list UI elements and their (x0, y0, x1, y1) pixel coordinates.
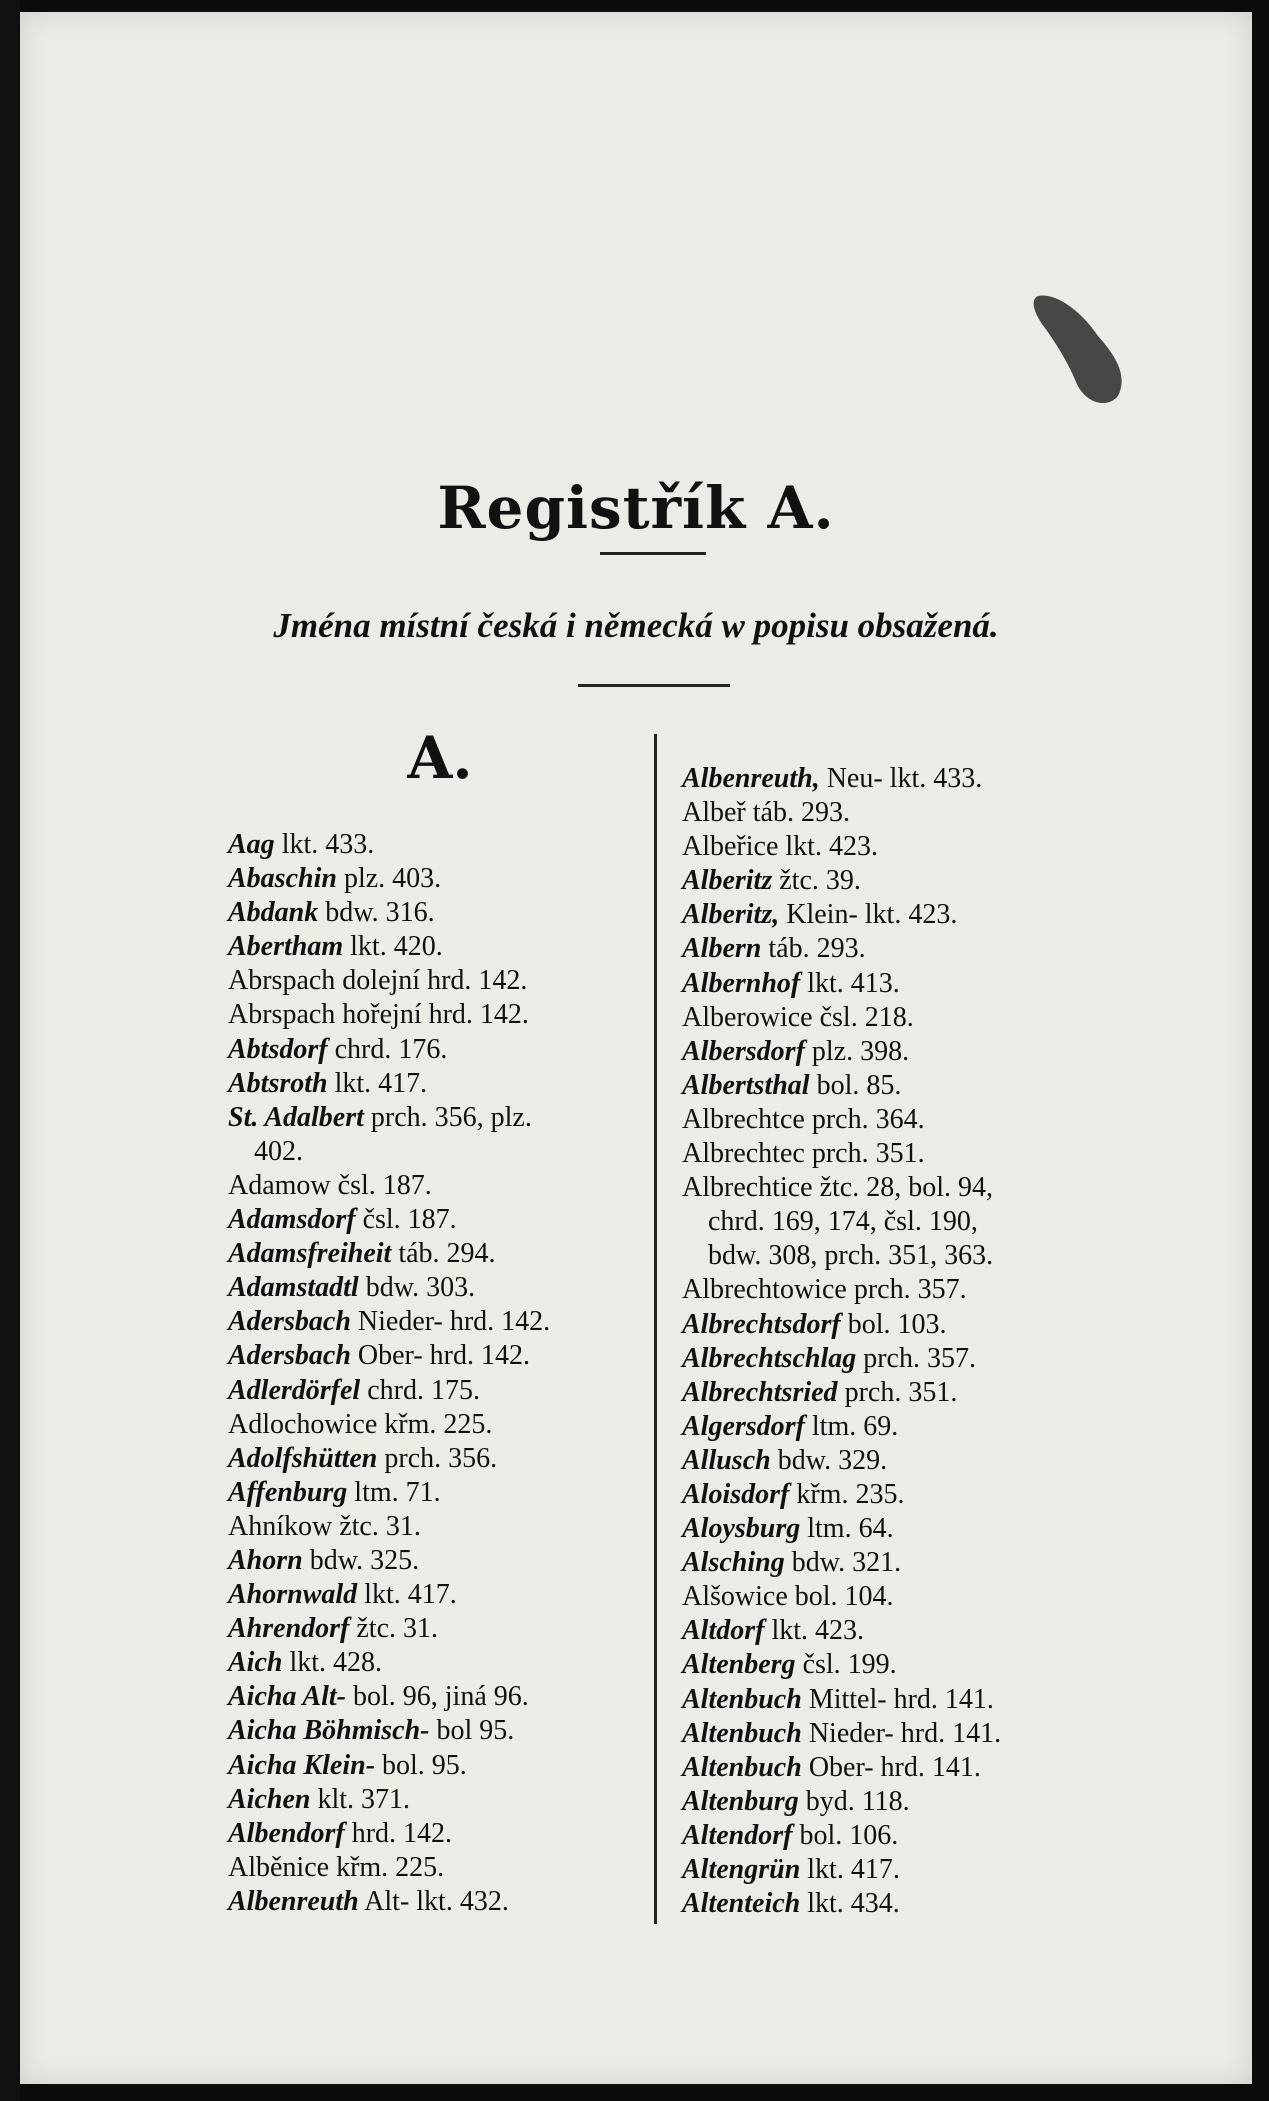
place-reference: Adlochowice křm. 225. (228, 1408, 493, 1440)
index-column-left (228, 828, 648, 1919)
index-entry (228, 1101, 648, 1135)
place-reference: Albrechtowice prch. 357. (682, 1274, 967, 1306)
place-name: Abaschin (228, 863, 337, 895)
place-reference: prch. 356. (377, 1442, 498, 1474)
index-entry (228, 1885, 648, 1919)
index-entry (682, 1512, 1122, 1546)
place-reference: Albeřice lkt. 423. (682, 831, 878, 863)
place-reference: lkt. 420. (343, 931, 443, 963)
place-reference: Alt- lkt. 432. (358, 1885, 509, 1917)
place-reference: Alšowice bol. 104. (682, 1581, 894, 1613)
place-name: Aag (228, 829, 275, 860)
ink-blot (1032, 290, 1128, 410)
place-reference: Klein- lkt. 423. (779, 899, 958, 931)
index-entry (228, 862, 648, 896)
index-entry (228, 1749, 648, 1783)
place-name: Aicha Böhmisch- (228, 1715, 430, 1747)
index-entry (682, 1308, 1122, 1342)
place-name: Albrechtsried (682, 1376, 838, 1408)
place-reference: Nieder- hrd. 141. (801, 1717, 1002, 1749)
index-entry (682, 1273, 1122, 1307)
index-entry (228, 1339, 648, 1373)
place-name: Abdank (228, 897, 319, 929)
place-name: Aicha Alt- (228, 1681, 346, 1713)
place-name: St. Adalbert (228, 1101, 364, 1133)
index-entry (682, 1887, 1122, 1921)
index-entry (228, 1680, 648, 1714)
place-reference: chrd. 176. (327, 1033, 448, 1065)
place-name: Albenreuth, (682, 763, 820, 794)
index-entry (682, 1580, 1122, 1614)
place-reference: Nieder- hrd. 142. (350, 1306, 551, 1338)
place-reference: Albrechtice žtc. 28, bol. 94, (682, 1172, 994, 1204)
index-entry (682, 864, 1122, 898)
page-title: Registřík A. (437, 474, 835, 542)
place-name: Albrechtsdorf (682, 1308, 841, 1340)
place-reference: chrd. 169, 174, čsl. 190, (708, 1206, 978, 1238)
place-name: Altenbuch (682, 1683, 802, 1715)
place-name: Aicha Klein- (228, 1749, 376, 1781)
index-entry (682, 1683, 1122, 1717)
place-name: Alberitz (682, 865, 773, 897)
place-name: Albern (682, 933, 762, 965)
place-name: Altenbuch (682, 1717, 802, 1749)
index-entry (682, 1239, 1122, 1273)
title-rule (600, 552, 706, 555)
place-reference: Neu- lkt. 433. (819, 763, 983, 794)
place-reference: táb. 294. (391, 1238, 496, 1270)
index-entry (682, 1342, 1122, 1376)
index-entry (228, 1271, 648, 1305)
index-entry (228, 1476, 648, 1510)
index-entry (682, 967, 1122, 1001)
index-entry (228, 1612, 648, 1646)
index-entry (228, 1169, 648, 1203)
place-reference: Alběnice křm. 225. (228, 1851, 445, 1883)
place-name: Altenbuch (682, 1751, 802, 1783)
index-entry (682, 1376, 1122, 1410)
place-name: Abertham (228, 931, 344, 963)
place-reference: ltm. 71. (347, 1476, 441, 1508)
index-entry (682, 1137, 1122, 1171)
place-name: Albendorf (228, 1817, 345, 1849)
index-entry (682, 1717, 1122, 1751)
place-reference: bol. 85. (809, 1069, 902, 1101)
place-reference: Mittel- hrd. 141. (801, 1683, 994, 1715)
index-entry (682, 1478, 1122, 1512)
place-name: Abtsroth (228, 1067, 328, 1099)
place-reference: lkt. 417. (357, 1579, 457, 1611)
index-entry (228, 1237, 648, 1271)
index-entry (682, 1853, 1122, 1887)
index-entry (228, 1544, 648, 1578)
place-reference: Albeř táb. 293. (682, 797, 850, 829)
index-entry (682, 1444, 1122, 1478)
place-reference: prch. 356, plz. (363, 1101, 532, 1133)
place-name: Ahornwald (228, 1579, 358, 1611)
place-name: Affenburg (228, 1476, 348, 1508)
index-entry (228, 1714, 648, 1748)
place-reference: čsl. 187. (355, 1204, 457, 1236)
place-reference: bdw. 308, prch. 351, 363. (708, 1240, 994, 1272)
place-reference: lkt. 417. (800, 1854, 900, 1885)
index-entry (228, 930, 648, 964)
place-reference: bdw. 316. (318, 897, 435, 929)
place-reference: bol 95. (429, 1715, 515, 1747)
page-subtitle: Jména místní česká i německá w popisu obsažená. (273, 606, 999, 645)
place-name: Aloisdorf (682, 1478, 790, 1510)
index-entry (682, 1785, 1122, 1819)
place-reference: žtc. 31. (349, 1613, 439, 1645)
place-reference: lkt. 423. (764, 1615, 865, 1647)
place-reference: chrd. 175. (360, 1374, 480, 1406)
index-entry (228, 828, 648, 862)
index-entry (682, 830, 1122, 864)
place-name: Albertsthal (682, 1069, 810, 1101)
place-reference: Albrechtec prch. 351. (682, 1138, 925, 1170)
place-reference: bdw. 321. (784, 1547, 902, 1579)
place-reference: bdw. 325. (302, 1544, 420, 1576)
place-name: Abtsdorf (228, 1033, 328, 1065)
book-page (20, 12, 1252, 2084)
index-entry (228, 1510, 648, 1544)
place-reference: plz. 398. (804, 1035, 910, 1067)
index-entry (682, 1819, 1122, 1853)
index-entry (228, 1817, 648, 1851)
place-name: Adolfshütten (228, 1442, 378, 1474)
subtitle-rule (578, 684, 730, 687)
place-name: Alsching (682, 1547, 785, 1579)
place-reference: bol. 95. (375, 1749, 467, 1781)
place-name: Altenteich (682, 1888, 801, 1920)
index-entry (228, 1646, 648, 1680)
index-entry (228, 1851, 648, 1885)
index-entry (682, 1035, 1122, 1069)
column-divider (654, 734, 657, 1924)
index-entry (682, 898, 1122, 932)
index-column-right (682, 762, 1122, 1921)
index-entry (682, 1103, 1122, 1137)
place-reference: ltm. 69. (804, 1410, 899, 1442)
place-name: Altenberg (682, 1649, 796, 1681)
place-reference: hrd. 142. (344, 1817, 453, 1849)
index-entry (228, 1067, 648, 1101)
place-reference: lkt. 413. (800, 967, 900, 999)
index-entry (228, 964, 648, 998)
place-name: Albenreuth (228, 1885, 359, 1917)
place-name: Allusch (682, 1444, 771, 1476)
index-entry (228, 1305, 648, 1339)
place-name: Albrechtschlag (682, 1342, 857, 1374)
place-name: Aloysburg (682, 1513, 801, 1545)
place-reference: bol. 96, jiná 96. (345, 1681, 529, 1713)
place-name: Aichen (228, 1783, 311, 1815)
index-entry (228, 998, 648, 1032)
place-reference: ltm. 64. (800, 1513, 894, 1545)
place-reference: bdw. 329. (770, 1444, 888, 1476)
index-entry (682, 1205, 1122, 1239)
index-entry (228, 1783, 648, 1817)
place-reference: žtc. 39. (772, 865, 861, 897)
place-reference: prch. 351. (837, 1376, 958, 1408)
index-entry (228, 1408, 648, 1442)
place-name: Altenburg (682, 1785, 799, 1817)
place-name: Adamsfreiheit (228, 1238, 392, 1270)
place-reference: 402. (254, 1135, 303, 1167)
place-reference: prch. 357. (856, 1342, 976, 1374)
place-reference: Albrechtce prch. 364. (682, 1103, 925, 1135)
book-binding (0, 0, 20, 2101)
index-entry (682, 1410, 1122, 1444)
index-entry (228, 1374, 648, 1408)
place-reference: byd. 118. (798, 1785, 910, 1817)
place-reference: Ahníkow žtc. 31. (228, 1510, 421, 1542)
place-name: Adlerdörfel (228, 1374, 361, 1406)
place-reference: lkt. 417. (327, 1067, 428, 1099)
place-reference: bol. 103. (840, 1308, 947, 1340)
index-entry (682, 1001, 1122, 1035)
place-name: Altengrün (682, 1854, 801, 1885)
place-reference: Ober- hrd. 142. (350, 1340, 530, 1372)
place-reference: Ober- hrd. 141. (801, 1751, 981, 1783)
place-reference: plz. 403. (336, 863, 442, 895)
place-reference: lkt. 433. (274, 829, 375, 860)
index-entry (228, 1442, 648, 1476)
place-name: Adersbach (228, 1306, 351, 1338)
place-name: Albernhof (682, 967, 801, 999)
place-name: Ahorn (228, 1544, 303, 1576)
place-reference: bdw. 303. (358, 1272, 476, 1304)
place-reference: klt. 371. (310, 1783, 411, 1815)
place-reference: čsl. 199. (795, 1649, 897, 1681)
index-entry (682, 932, 1122, 966)
place-name: Aich (228, 1647, 283, 1679)
place-name: Alberitz, (682, 899, 780, 931)
place-reference: Adamow čsl. 187. (228, 1169, 432, 1201)
place-reference: lkt. 428. (282, 1647, 383, 1679)
index-entry (228, 1578, 648, 1612)
place-name: Algersdorf (682, 1410, 805, 1442)
place-reference: Abrspach dolejní hrd. 142. (228, 965, 528, 997)
place-name: Ahrendorf (228, 1613, 350, 1645)
place-name: Adamsdorf (228, 1204, 356, 1236)
index-entry (682, 762, 1122, 796)
index-entry (682, 1751, 1122, 1785)
place-reference: táb. 293. (761, 933, 866, 965)
place-reference: bol. 106. (792, 1819, 899, 1851)
section-letter: A. (407, 724, 473, 792)
index-entry (682, 1171, 1122, 1205)
index-entry (228, 1135, 648, 1169)
index-entry (228, 1033, 648, 1067)
index-entry (682, 1614, 1122, 1648)
place-reference: lkt. 434. (800, 1888, 900, 1920)
place-name: Albersdorf (682, 1035, 805, 1067)
place-reference: Alberowice čsl. 218. (682, 1001, 914, 1033)
place-reference: křm. 235. (789, 1478, 905, 1510)
place-name: Altdorf (682, 1615, 765, 1647)
index-entry (682, 796, 1122, 830)
index-entry (682, 1069, 1122, 1103)
index-entry (682, 1648, 1122, 1682)
place-name: Adamstadtl (228, 1272, 359, 1304)
index-entry (228, 896, 648, 930)
place-name: Adersbach (228, 1340, 351, 1372)
place-name: Altendorf (682, 1819, 793, 1851)
index-entry (682, 1546, 1122, 1580)
place-reference: Abrspach hořejní hrd. 142. (228, 999, 529, 1031)
index-entry (228, 1203, 648, 1237)
